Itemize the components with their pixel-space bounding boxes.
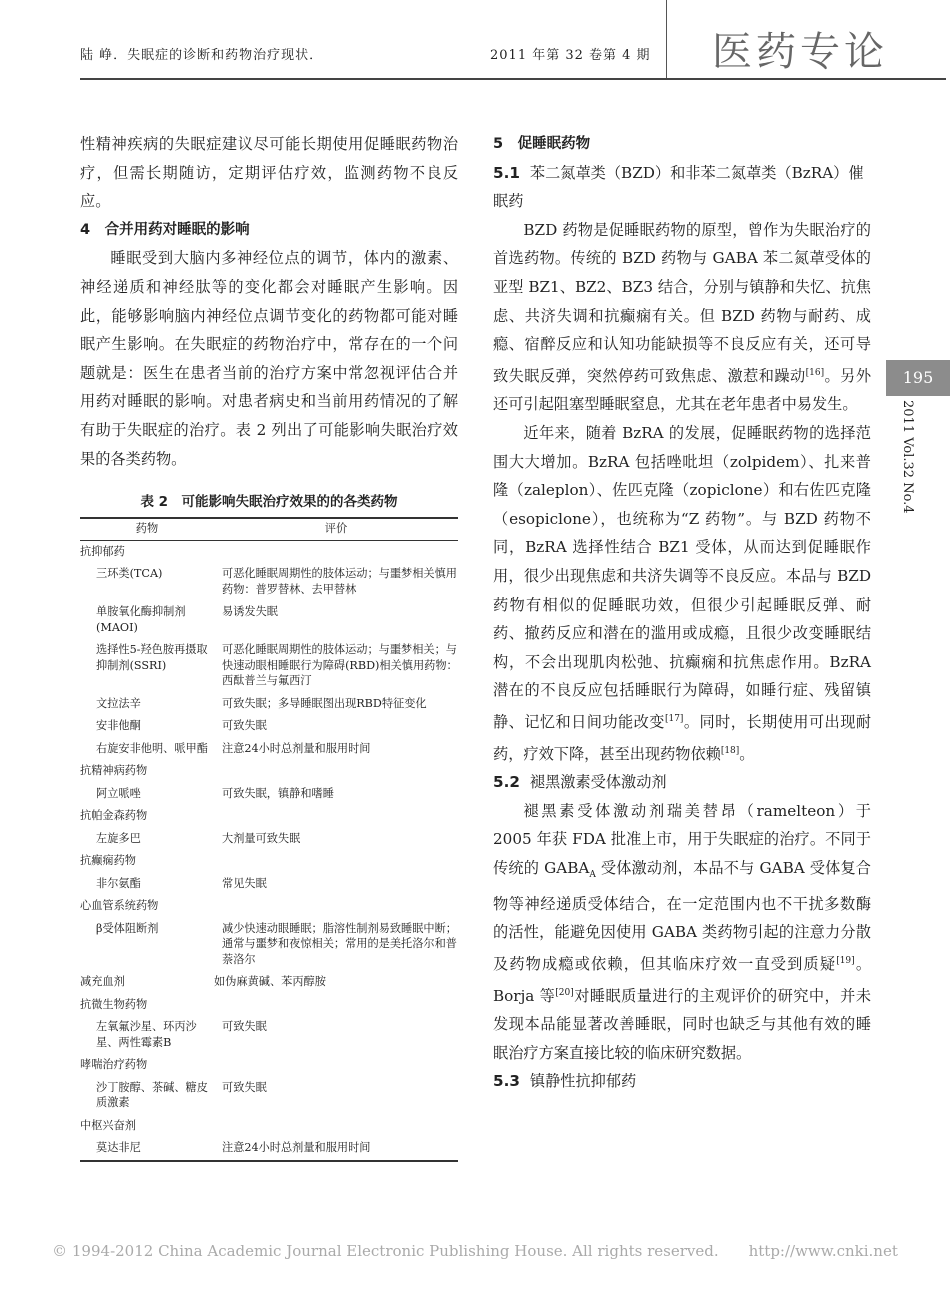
drug-name: 阿立哌唑 [96,786,141,800]
table-category-row [80,760,458,783]
table-category-row [80,994,458,1017]
running-header-issue: 2011 年第 32 卷第 4 期 [490,48,651,63]
running-header-author-title: 陆 峥．失眠症的诊断和药物治疗现状． [80,48,324,63]
table-category-row [80,971,458,994]
subsection-heading-5-2 [493,768,871,797]
drug-comment [214,760,458,783]
drug-comment [214,850,458,873]
drug-comment [214,1115,458,1138]
drug-name: 右旋安非他明、哌甲酯 [96,741,208,755]
drug-name: 非尔氨酯 [96,876,141,890]
table-row [80,715,458,738]
table-row [80,918,458,972]
section-heading-4: 4 合并用药对睡眠的影响 [80,221,250,238]
table-header-comment: 评价 [214,518,458,540]
table-row [80,1016,458,1054]
table-category-row [80,1115,458,1138]
subsection-number: 5.1 [493,163,520,182]
drug-category: 抗抑郁药 [80,544,125,558]
drug-comment: 可恶化睡眠周期性的肢体运动；与噩梦相关慎用药物：普罗替林、去甲替林 [222,567,457,596]
drug-comment [214,1054,458,1077]
text: 受体激动剂，本品不与 GABA 受体复合物等神经递质受体结合，在一定范围内也不干扰多数酶的活性，能避免因使用 GABA 类药物引起的注意力分散及药物成瘾或依赖，但其临床疗效一直受到质疑 [493,859,871,973]
drug-comment: 减少快速动眼睡眠；脂溶性制剂易致睡眠中断；通常与噩梦和夜惊相关；常用的是美托洛尔和普萘洛尔 [222,921,457,966]
section-title: 医药专论 [712,29,888,75]
table-row [80,563,458,601]
paragraph [493,419,871,768]
paragraph [493,797,871,1068]
drug-table [80,517,458,1162]
citation[interactable]: [18] [720,745,740,756]
text: 对睡眠质量进行的主观评价的研究中，并未发现本品能显著改善睡眠，同时也缺乏与其他有效的睡眠治疗方案直接比较的临床研究数据。 [493,986,872,1062]
drug-category: 抗癫痫药物 [80,854,136,868]
table-row [80,601,458,639]
drug-name: 文拉法辛 [96,696,141,710]
subsection-title: 褪黑激素受体激动剂 [529,773,667,792]
drug-name: β受体阻断剂 [96,921,159,935]
table-category-row [80,895,458,918]
citation[interactable]: [16] [805,367,825,378]
page-number-tab: 195 [886,360,950,396]
drug-comment: 可致失眠，镇静和嗜睡 [222,786,334,800]
drug-category: 哮喘治疗药物 [80,1058,148,1072]
drug-name: 安非他酮 [96,719,141,733]
drug-category: 抗帕金森药物 [80,809,148,823]
section-heading-5: 5 促睡眠药物 [493,136,591,152]
drug-comment: 可致失眠 [222,1020,267,1034]
table-category-row [80,850,458,873]
drug-name: 单胺氧化酶抑制剂(MAOI) [96,605,186,634]
table-row [80,1137,458,1161]
header-rule [80,78,946,80]
drug-comment [214,895,458,918]
table-row [80,738,458,761]
table-row [80,828,458,851]
table-row [80,783,458,806]
subsection-title: 镇静性抗抑郁药 [529,1072,637,1091]
subsection-number: 5.3 [493,1072,520,1091]
drug-category: 抗微生物药物 [80,997,148,1011]
drug-comment: 可恶化睡眠周期性的肢体运动；与噩梦相关；与快速动眼相睡眠行为障碍(RBD)相关慎用药物：西酞普兰与氟西汀 [222,643,458,688]
drug-category: 中枢兴奋剂 [80,1118,136,1132]
drug-comment: 注意24小时总剂量和服用时间 [222,741,371,755]
drug-name: 沙丁胺醇、茶碱、糖皮质激素 [96,1080,208,1110]
table-header-drug: 药物 [80,518,214,540]
drug-name: 莫达非尼 [80,1137,214,1161]
text: BZD 药物是促睡眠药物的原型，曾作为失眠治疗的首选药物。传统的 BZD 药物与 GABA 苯二氮䓬受体的亚型 BZ1、BZ2、BZ3 结合，分别与镇静和失忆、抗焦虑、共济失调和抗癫痫有关。但 BZD 药物与耐药、成瘾、宿醉反应和认知功能缺损等不良反应有关，还可导致失眠反弹，突然停药可致焦虑、激惹和躁动 [493,220,871,385]
drug-name: 三环类(TCA) [96,567,163,581]
drug-name: 左旋多巴 [96,831,141,845]
table-category-row [80,1054,458,1077]
paragraph: 性精神疾病的失眠症建议尽可能长期使用促睡眠药物治疗，但需长期随访，定期评估疗效，监测药物不良反应。 [80,135,458,211]
text: 。另外还可引起阻塞型睡眠窒息，尤其在老年患者中易发生。 [493,366,872,414]
drug-comment: 如伪麻黄碱、苯丙醇胺 [214,975,326,989]
drug-name: 选择性5-羟色胺再摄取抑制剂(SSRI) [96,643,208,672]
subsection-heading-5-1 [493,159,871,216]
text: 近年来，随着 BzRA 的发展，促睡眠药物的选择范围大大增加。BzRA 包括唑吡坦（zolpidem）、扎来普隆（zaleplon）、佐匹克隆（zopiclone）和右佐匹克隆（esopiclone），也统称为“Z 药物”。与 BZD 药物不同，BzRA 选择性结合 BZ1 受体，从而达到促睡眠作用，很少出现焦虑和共济失调等不良反应。本品与 BZD 药物有相似的促睡眠功效，但很少引起睡眠反弹、耐药、撤药反应和潜在的滥用或成瘾，且很少改变睡眠结构，不会出现肌肉松弛、抗癫痫和抗焦虑作用。BzRA 潜在的不良反应包括睡眠行为障碍，如睡行症、残留镇静、记忆和日间功能改变 [493,424,871,731]
table-category-row [80,540,458,563]
paragraph: 睡眠受到大脑内多神经位点的调节，体内的激素、神经递质和神经肽等的变化都会对睡眠产生影响。因此，能够影响脑内神经位点调节变化的药物都可能对睡眠产生影响。在失眠症的药物治疗中，常存在的一个问题就是：医生在患者当前的治疗方案中常忽视评估合并用药对睡眠的影响。对患者病史和当前用药情况的了解有助于失眠症的治疗。表 2 列出了可能影响失眠治疗效果的各类药物。 [80,249,458,468]
text: 。Borja 等 [493,954,872,1005]
drug-comment [214,805,458,828]
subscript: A [589,870,596,881]
paragraph [493,216,871,419]
drug-name: 左氧氟沙星、环丙沙星、两性霉素B [96,1020,197,1049]
drug-comment: 注意24小时总剂量和服用时间 [214,1137,458,1161]
subsection-heading-5-3 [493,1067,871,1096]
table-row [80,873,458,896]
right-column [493,130,871,1096]
drug-category: 减充血剂 [80,975,125,989]
copyright-footer: © 1994-2012 China Academic Journal Electronic Publishing House. All rights reserved. http://www.cnki.net [52,1242,898,1260]
drug-comment [214,994,458,1017]
drug-comment: 易诱发失眠 [222,605,278,619]
subsection-title: 苯二氮䓬类（BZD）和非苯二氮䓬类（BzRA）催眠药 [493,163,864,211]
table-row [80,1077,458,1115]
citation[interactable]: [17] [664,713,684,724]
text: 。 [739,744,755,763]
drug-category: 抗精神病药物 [80,764,148,778]
citation[interactable]: [20] [555,987,574,998]
volume-label: 2011 Vol.32 No.4 [900,400,915,514]
drug-comment [214,540,458,563]
drug-comment: 可致失眠 [222,1080,267,1094]
table-row [80,693,458,716]
drug-comment: 常见失眠 [222,876,267,890]
drug-comment: 可致失眠；多导睡眠图出现RBD特征变化 [222,696,427,710]
left-column [80,130,458,1162]
header-divider [666,0,667,78]
drug-category: 心血管系统药物 [80,899,159,913]
table-row [80,639,458,693]
drug-comment: 大剂量可致失眠 [222,831,301,845]
table-caption: 表 2 可能影响失眠治疗效果的的各类药物 [140,494,398,511]
table-category-row [80,805,458,828]
subsection-number: 5.2 [493,773,520,792]
drug-comment: 可致失眠 [222,719,267,733]
citation[interactable]: [19] [836,955,855,966]
text: 褪黑素受体激动剂瑞美替昂（ramelteon）于 2005 年获 FDA 批准上市，用于失眠症的治疗。不同于传统的 GABA [493,801,871,878]
text: 。同时，长期使用可出现耐药，疗效下降，甚至出现药物依赖 [493,713,872,763]
